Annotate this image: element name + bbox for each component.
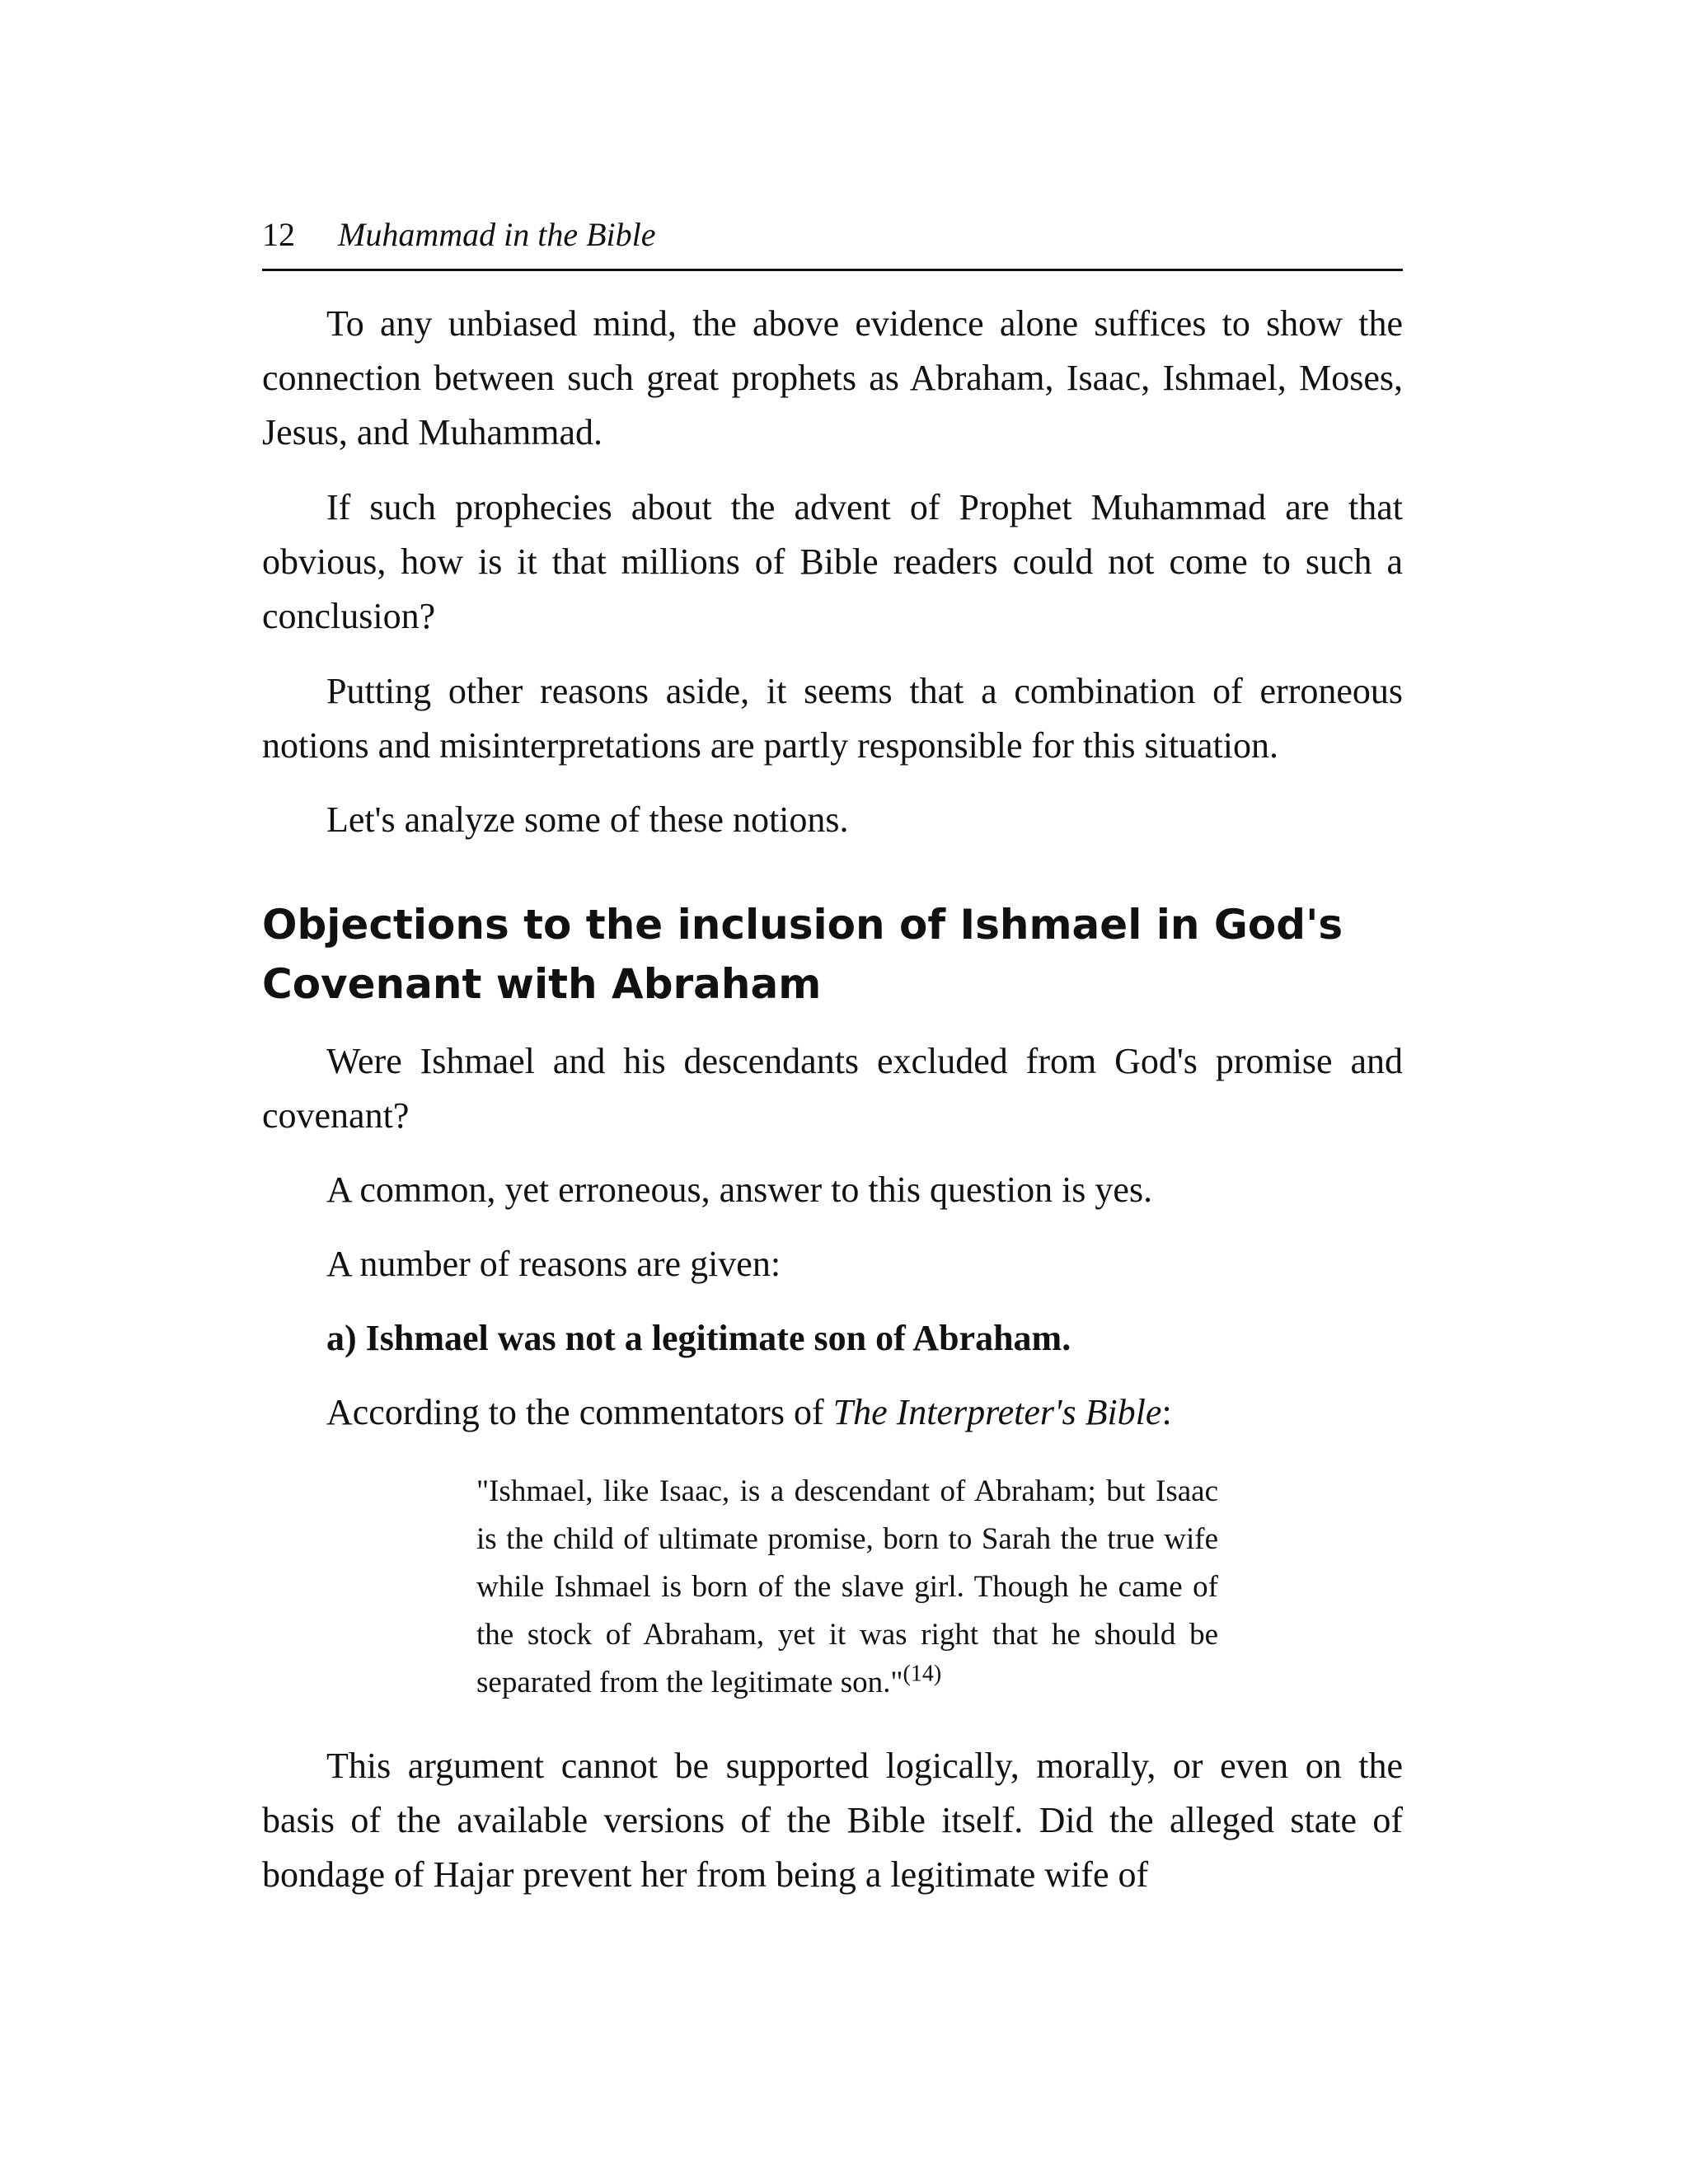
page-header bbox=[262, 213, 1403, 271]
paragraph-analyze: Let's analyze some of these notions. bbox=[326, 799, 849, 840]
footnote-reference: (14) bbox=[903, 1661, 942, 1687]
section-heading bbox=[262, 895, 1403, 1014]
commentators-book-title: The Interpreter's Bible bbox=[832, 1392, 1162, 1432]
running-title: Muhammad in the Bible bbox=[338, 216, 656, 253]
reason-heading: a) Ishmael was not a legitimate son of Abraham. bbox=[326, 1318, 1071, 1358]
commentators-prefix: According to the commentators of bbox=[326, 1392, 833, 1432]
paragraph-question: Were Ishmael and his descendants excluded from God's promise and covenant? bbox=[262, 1041, 1403, 1136]
commentators-suffix: : bbox=[1161, 1392, 1172, 1432]
paragraph-prophecies: If such prophecies about the advent of Prophet Muhammad are that obvious, how is it that millions of Bible readers could not come to such a conclusion? bbox=[262, 487, 1403, 636]
quote-text: "Ishmael, like Isaac, is a descendant of Abraham; but Isaac is the child of ultimate promise, born to Sarah the true wife while Ishmael is born of the slave girl. Though he came of the stock of Abraham, yet it was right that he should be separated from the legitimate son." bbox=[476, 1474, 1218, 1699]
section-heading-line-2: Covenant with Abraham bbox=[262, 960, 822, 1008]
section-heading-line-1: Objections to the inclusion of Ishmael in God's bbox=[262, 901, 1343, 949]
page-content bbox=[262, 297, 1403, 1902]
block-quote bbox=[476, 1468, 1218, 1707]
paragraph-commentators bbox=[262, 1385, 1403, 1440]
paragraph-evidence: To any unbiased mind, the above evidence alone suffices to show the connection between such great prophets as Abraham, Isaac, Ishmael, Moses, Jesus, and Muhammad. bbox=[262, 303, 1403, 452]
paragraph-reasons: Putting other reasons aside, it seems that a combination of erroneous notions and misinterpretations are partly responsible for this situation. bbox=[262, 671, 1403, 766]
paragraph-argument: This argument cannot be supported logically, morally, or even on the basis of the available versions of the Bible itself. Did the alleged state of bondage of Hajar prevent her from being a legitimate wife of bbox=[262, 1746, 1403, 1895]
page-number: 12 bbox=[262, 216, 295, 253]
paragraph-number-reasons: A number of reasons are given: bbox=[326, 1244, 781, 1284]
paragraph-common-answer: A common, yet erroneous, answer to this question is yes. bbox=[326, 1169, 1153, 1210]
